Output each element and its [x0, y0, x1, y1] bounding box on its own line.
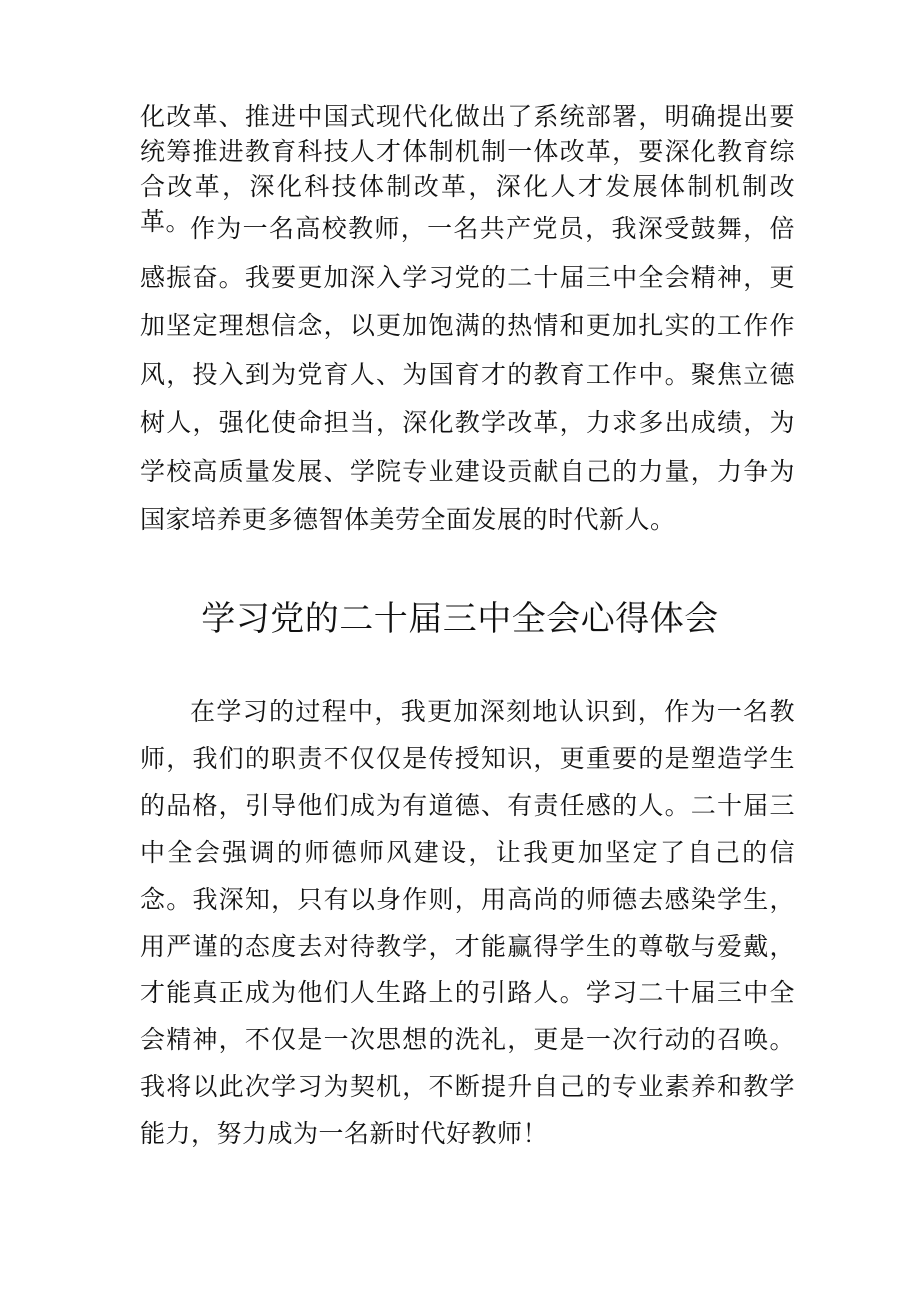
paragraph-teacher-commitment: 作为一名高校教师，一名共产党员，我深受鼓舞，倍感振奋。我要更加深入学习党的二十届三中全会精神，更加坚定理想信念，以更加饱满的热情和更加扎实的工作作风，投入到为党育人、为国育才的教育工作中。聚焦立德树人，强化使命担当，深化教学改革，力求多出成绩，为学校高质量发展、学院专业建设贡献自己的力量，力争为国家培养更多德智体美劳全面发展的时代新人。: [140, 214, 795, 534]
paragraph-reflection: 在学习的过程中，我更加深刻地认识到，作为一名教师，我们的职责不仅仅是传授知识，更重要的是塑造学生的品格，引导他们成为有道德、有责任感的人。二十届三中全会强调的师德师风建设，让我更加坚定了自己的信念。我深知，只有以身作则，用高尚的师德去感染学生，用严谨的态度去对待教学，才能赢得学生的尊敬与爱戴，才能真正成为他们人生路上的引路人。学习二十届三中全会精神，不仅是一次思想的洗礼，更是一次行动的召唤。我将以此次学习为契机，不断提升自己的专业素养和教学能力，努力成为一名新时代好教师！: [140, 697, 795, 1149]
section-title: 学习党的二十届三中全会心得体会: [201, 599, 719, 639]
paragraph-continuation: 化改革、推进中国式现代化做出了系统部署，明确提出要统筹推进教育科技人才体制机制一体改革，要深化教育综合改革，深化科技体制改革，深化人才发展体制机制改革。: [140, 102, 795, 236]
